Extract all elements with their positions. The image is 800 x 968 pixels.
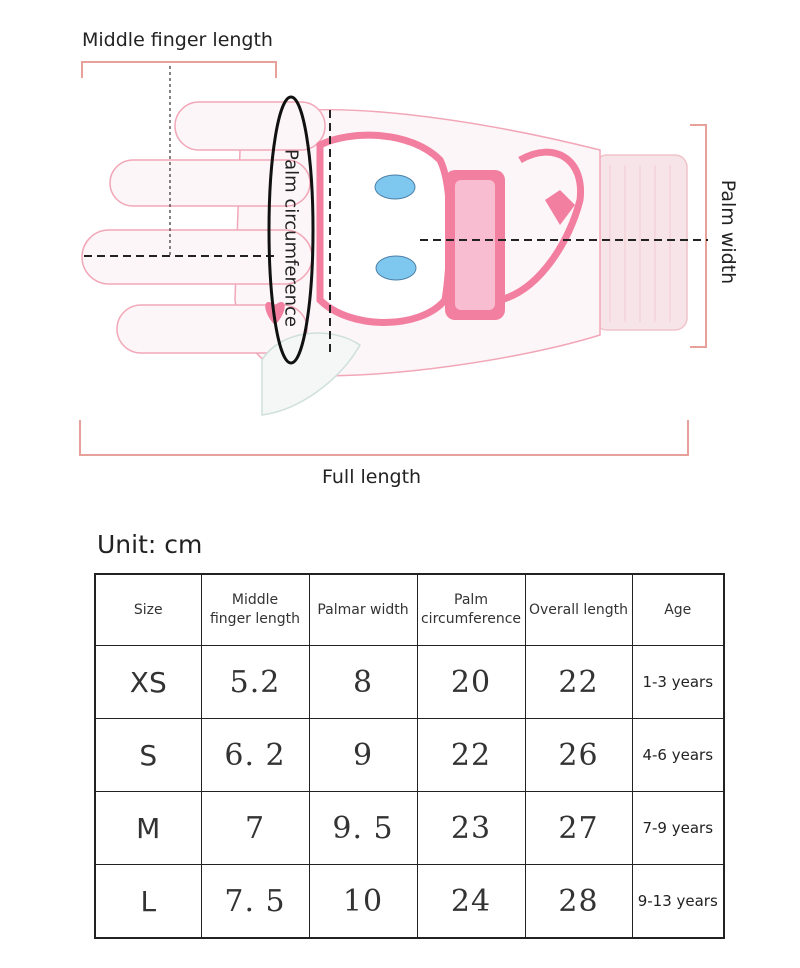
header-middle-finger-length: Middle finger length: [201, 574, 309, 646]
middle-finger-bracket: [82, 62, 276, 78]
full-length-bracket: [80, 420, 688, 455]
cell-middle-finger-length: 7. 5: [201, 865, 309, 939]
palm-width-label: Palm width: [717, 179, 739, 285]
cell-age: 1-3 years: [632, 646, 724, 719]
cell-size: S: [95, 719, 201, 792]
cell-palmar-width: 8: [309, 646, 417, 719]
cell-palm-circumference: 22: [417, 719, 525, 792]
unit-label: Unit: cm: [97, 530, 203, 559]
cell-size: L: [95, 865, 201, 939]
table-row: [95, 792, 724, 865]
cell-middle-finger-length: 6. 2: [201, 719, 309, 792]
cell-middle-finger-length: 7: [201, 792, 309, 865]
cell-overall-length: 26: [525, 719, 632, 792]
table-header-row: [95, 574, 724, 646]
cell-size: XS: [95, 646, 201, 719]
cell-palm-circumference: 20: [417, 646, 525, 719]
cell-palm-circumference: 24: [417, 865, 525, 939]
cell-age: 4-6 years: [632, 719, 724, 792]
cell-middle-finger-length: 5.2: [201, 646, 309, 719]
cell-overall-length: 28: [525, 865, 632, 939]
header-overall-length: Overall length: [525, 574, 632, 646]
header-size: Size: [95, 574, 201, 646]
table-row: [95, 865, 724, 939]
header-palmar-width: Palmar width: [309, 574, 417, 646]
cell-overall-length: 22: [525, 646, 632, 719]
palm-width-bracket: [690, 125, 706, 347]
cell-overall-length: 27: [525, 792, 632, 865]
cell-age: 7-9 years: [632, 792, 724, 865]
cell-age: 9-13 years: [632, 865, 724, 939]
cell-palmar-width: 10: [309, 865, 417, 939]
palm-circumference-label: Palm circumference: [280, 149, 302, 327]
glove-icon: [82, 102, 687, 415]
cell-palmar-width: 9: [309, 719, 417, 792]
middle-finger-length-label: Middle finger length: [82, 29, 273, 51]
cell-palmar-width: 9. 5: [309, 792, 417, 865]
cell-size: M: [95, 792, 201, 865]
table-row: [95, 719, 724, 792]
header-age: Age: [632, 574, 724, 646]
full-length-label: Full length: [322, 466, 422, 488]
header-palm-circumference: Palm circumference: [417, 574, 525, 646]
cell-palm-circumference: 23: [417, 792, 525, 865]
size-chart-table: [94, 573, 725, 939]
table-row: [95, 646, 724, 719]
